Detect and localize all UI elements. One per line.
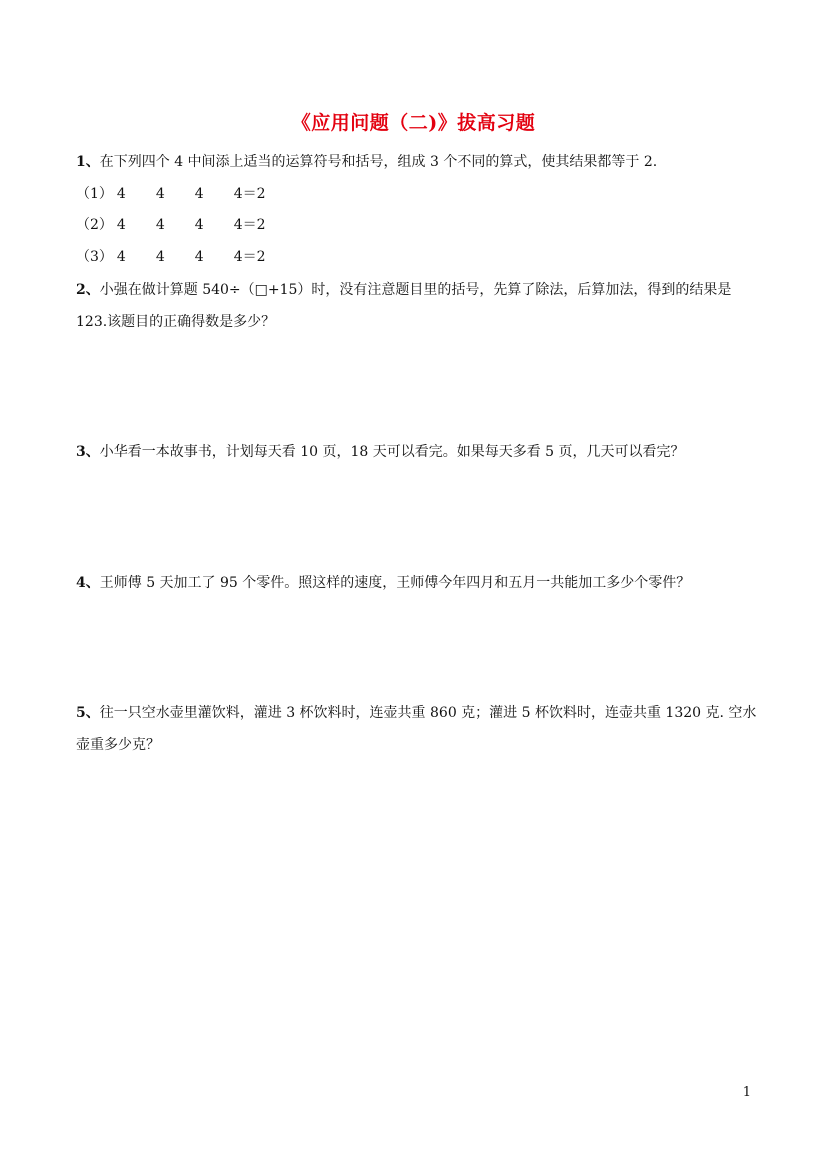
item-result: 4＝2 [233, 217, 266, 233]
question-2-number: 2、 [76, 282, 100, 298]
item-label: （2） [76, 217, 113, 233]
item-number: 4 [194, 249, 204, 265]
item-label: （1） [76, 186, 113, 202]
item-number: 4 [116, 249, 126, 265]
question-5-text-line-1: 往一只空水壶里灌饮料，灌进 3 杯饮料时，连壶共重 860 克；灌进 5 杯饮料时，连壶共重 1320 克. 空水 [99, 705, 757, 721]
question-3-number: 3、 [76, 444, 100, 460]
item-number: 4 [155, 249, 165, 265]
item-number: 4 [155, 217, 165, 233]
question-4-text: 王师傅 5 天加工了 95 个零件。照这样的速度，王师傅今年四月和五月一共能加工多少个零件？ [99, 575, 691, 591]
question-4-number: 4、 [76, 575, 100, 591]
question-2-text-line-1: 小强在做计算题 540÷（□+15）时，没有注意题目里的括号，先算了除法，后算加法，得到的结果是 [99, 282, 732, 298]
question-5-continuation [76, 735, 160, 755]
question-2-text-line-2: 123.该题目的正确得数是多少？ [76, 314, 276, 330]
question-5-text-line-2: 壶重多少克？ [76, 737, 160, 753]
question-1-item-2 [76, 215, 266, 235]
question-1-item-1 [76, 184, 266, 204]
item-label: （3） [76, 249, 113, 265]
question-2 [76, 280, 731, 300]
question-5 [76, 703, 756, 723]
item-number: 4 [116, 186, 126, 202]
question-2-continuation [76, 312, 275, 332]
item-number: 4 [194, 186, 204, 202]
page-title: 《应用问题（二)》拔高习题 [291, 112, 536, 134]
item-number: 4 [116, 217, 126, 233]
question-4 [76, 573, 690, 593]
question-3 [76, 442, 685, 462]
question-1-item-3 [76, 247, 266, 267]
question-5-number: 5、 [76, 705, 100, 721]
question-1-number: 1、 [76, 154, 100, 170]
question-1 [76, 152, 657, 172]
question-3-text: 小华看一本故事书，计划每天看 10 页，18 天可以看完。如果每天多看 5 页，几天可以看完？ [99, 444, 685, 460]
item-result: 4＝2 [233, 249, 266, 265]
item-number: 4 [194, 217, 204, 233]
question-1-text: 在下列四个 4 中间添上适当的运算符号和括号，组成 3 个不同的算式，使其结果都等于 2. [99, 154, 658, 170]
item-number: 4 [155, 186, 165, 202]
page-number: 1 [742, 1085, 751, 1100]
item-result: 4＝2 [233, 186, 266, 202]
